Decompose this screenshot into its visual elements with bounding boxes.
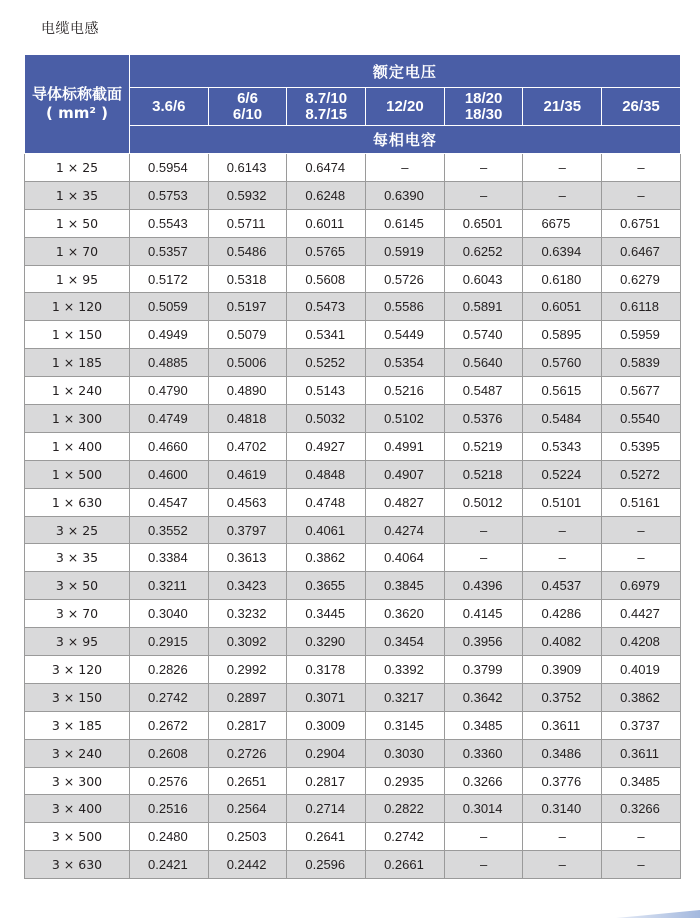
conductor-size-cell: 1 × 50: [25, 209, 130, 237]
capacitance-value-cell: 0.2726: [208, 739, 287, 767]
capacitance-value-cell: 0.5219: [444, 432, 523, 460]
capacitance-value-cell: 0.5395: [602, 432, 681, 460]
conductor-size-cell: 3 × 35: [25, 544, 130, 572]
capacitance-value-cell: 0.5760: [523, 349, 602, 377]
capacitance-value-cell: 0.2742: [366, 823, 445, 851]
capacitance-value-cell: 0.5006: [208, 349, 287, 377]
capacitance-value-cell: 0.5224: [523, 460, 602, 488]
capacitance-value-cell: 0.5357: [130, 237, 209, 265]
capacitance-value-cell: 0.3266: [444, 767, 523, 795]
capacitance-value-cell: –: [444, 544, 523, 572]
corner-decoration: [580, 908, 700, 918]
conductor-size-cell: 1 × 400: [25, 432, 130, 460]
rated-voltage-header: 额定电压: [130, 55, 681, 88]
capacitance-value-cell: 0.6180: [523, 265, 602, 293]
conductor-size-cell: 1 × 120: [25, 293, 130, 321]
capacitance-value-cell: 0.5765: [287, 237, 366, 265]
capacitance-value-cell: 0.3655: [287, 572, 366, 600]
capacitance-value-cell: 0.6501: [444, 209, 523, 237]
capacitance-value-cell: 0.2935: [366, 767, 445, 795]
capacitance-value-cell: 0.2904: [287, 739, 366, 767]
capacitance-value-cell: 0.5486: [208, 237, 287, 265]
capacitance-value-cell: –: [523, 851, 602, 879]
capacitance-value-cell: 0.6979: [602, 572, 681, 600]
conductor-size-cell: 3 × 185: [25, 711, 130, 739]
capacitance-value-cell: 0.4396: [444, 572, 523, 600]
capacitance-value-cell: 0.5895: [523, 321, 602, 349]
capacitance-value-cell: 0.4019: [602, 656, 681, 684]
capacitance-value-cell: 0.2742: [130, 683, 209, 711]
capacitance-value-cell: –: [602, 154, 681, 182]
capacitance-value-cell: 0.5484: [523, 405, 602, 433]
capacitance-value-cell: –: [523, 181, 602, 209]
capacitance-value-cell: 0.3485: [444, 711, 523, 739]
capacitance-value-cell: 0.5891: [444, 293, 523, 321]
capacitance-value-cell: 0.5354: [366, 349, 445, 377]
voltage-column-header: [523, 88, 602, 126]
capacitance-value-cell: 0.3145: [366, 711, 445, 739]
capacitance-value-cell: 0.3266: [602, 795, 681, 823]
capacitance-value-cell: 0.4208: [602, 628, 681, 656]
capacitance-value-cell: 0.5640: [444, 349, 523, 377]
conductor-size-cell: 3 × 500: [25, 823, 130, 851]
table-row: [25, 683, 681, 711]
capacitance-value-cell: 0.3552: [130, 516, 209, 544]
table-row: [25, 237, 681, 265]
capacitance-value-cell: 0.2915: [130, 628, 209, 656]
capacitance-value-cell: –: [602, 823, 681, 851]
capacitance-value-cell: –: [444, 154, 523, 182]
table-row: [25, 209, 681, 237]
table-row: [25, 460, 681, 488]
capacitance-value-cell: 0.4563: [208, 488, 287, 516]
capacitance-value-cell: –: [602, 851, 681, 879]
conductor-size-cell: 3 × 300: [25, 767, 130, 795]
capacitance-value-cell: 0.3611: [523, 711, 602, 739]
capacitance-value-cell: 0.5487: [444, 377, 523, 405]
conductor-size-cell: 3 × 400: [25, 795, 130, 823]
page-title: 电缆电感: [41, 21, 99, 37]
capacitance-value-cell: 0.2817: [287, 767, 366, 795]
capacitance-value-cell: 0.4427: [602, 600, 681, 628]
capacitance-value-cell: 0.4827: [366, 488, 445, 516]
voltage-column-header: [602, 88, 681, 126]
capacitance-value-cell: 0.3232: [208, 600, 287, 628]
capacitance-value-cell: 0.3217: [366, 683, 445, 711]
conductor-size-cell: 3 × 240: [25, 739, 130, 767]
capacitance-value-cell: 0.4907: [366, 460, 445, 488]
conductor-size-cell: 3 × 70: [25, 600, 130, 628]
capacitance-value-cell: 0.6043: [444, 265, 523, 293]
capacitance-value-cell: 0.3040: [130, 600, 209, 628]
conductor-size-cell: 1 × 630: [25, 488, 130, 516]
capacitance-value-cell: 0.5102: [366, 405, 445, 433]
capacitance-value-cell: 0.3140: [523, 795, 602, 823]
capacitance-value-cell: 0.4286: [523, 600, 602, 628]
capacitance-value-cell: 0.3776: [523, 767, 602, 795]
capacitance-value-cell: 0.3014: [444, 795, 523, 823]
capacitance-value-cell: 0.5341: [287, 321, 366, 349]
capacitance-value-cell: 0.3620: [366, 600, 445, 628]
table-row: [25, 405, 681, 433]
capacitance-subheader: 每相电容: [130, 126, 681, 154]
table-row: [25, 851, 681, 879]
conductor-size-cell: 1 × 500: [25, 460, 130, 488]
conductor-size-cell: 3 × 150: [25, 683, 130, 711]
capacitance-value-cell: 0.6118: [602, 293, 681, 321]
capacitance-value-cell: 0.2596: [287, 851, 366, 879]
voltage-column-header: [287, 88, 366, 126]
capacitance-value-cell: 0.3360: [444, 739, 523, 767]
capacitance-value-cell: 0.5615: [523, 377, 602, 405]
capacitance-value-cell: 0.2897: [208, 683, 287, 711]
capacitance-value-cell: 0.3845: [366, 572, 445, 600]
capacitance-value-cell: 0.3797: [208, 516, 287, 544]
table-row: [25, 321, 681, 349]
table-row: [25, 181, 681, 209]
capacitance-value-cell: 0.3290: [287, 628, 366, 656]
capacitance-value-cell: 0.5543: [130, 209, 209, 237]
conductor-size-cell: 3 × 50: [25, 572, 130, 600]
capacitance-value-cell: 0.6390: [366, 181, 445, 209]
capacitance-value-cell: 0.4274: [366, 516, 445, 544]
capacitance-value-cell: 0.6011: [287, 209, 366, 237]
capacitance-value-cell: 0.5318: [208, 265, 287, 293]
table-header: [25, 55, 681, 154]
capacitance-value-cell: 0.3384: [130, 544, 209, 572]
voltage-label: 8.7/10: [305, 89, 348, 107]
capacitance-value-cell: 0.5343: [523, 432, 602, 460]
capacitance-value-cell: 0.2661: [366, 851, 445, 879]
capacitance-value-cell: 0.4818: [208, 405, 287, 433]
table-row: [25, 293, 681, 321]
table-row: [25, 767, 681, 795]
capacitance-value-cell: 0.2672: [130, 711, 209, 739]
capacitance-value-cell: 0.4600: [130, 460, 209, 488]
capacitance-value-cell: 0.5252: [287, 349, 366, 377]
capacitance-value-cell: –: [523, 516, 602, 544]
capacitance-value-cell: 0.3862: [602, 683, 681, 711]
capacitance-value-cell: 0.2421: [130, 851, 209, 879]
capacitance-value-cell: 0.3092: [208, 628, 287, 656]
capacitance-value-cell: 0.3956: [444, 628, 523, 656]
capacitance-value-cell: 0.5954: [130, 154, 209, 182]
capacitance-value-cell: 0.3486: [523, 739, 602, 767]
conductor-size-cell: 1 × 25: [25, 154, 130, 182]
capacitance-value-cell: 0.3454: [366, 628, 445, 656]
capacitance-value-cell: 0.3752: [523, 683, 602, 711]
table-row: [25, 823, 681, 851]
voltage-label: 8.7/15: [305, 105, 348, 123]
capacitance-value-cell: 0.2651: [208, 767, 287, 795]
capacitance-value-cell: 0.4749: [130, 405, 209, 433]
capacitance-value-cell: 0.4145: [444, 600, 523, 628]
capacitance-value-cell: 0.5272: [602, 460, 681, 488]
conductor-size-cell: 3 × 95: [25, 628, 130, 656]
voltage-label: 6/6: [237, 89, 258, 107]
capacitance-value-cell: 0.6145: [366, 209, 445, 237]
row-header-unit: ( mm² ): [46, 104, 108, 122]
capacitance-value-cell: 0.4848: [287, 460, 366, 488]
capacitance-value-cell: 0.3030: [366, 739, 445, 767]
table-row: [25, 544, 681, 572]
capacitance-value-cell: 0.5012: [444, 488, 523, 516]
capacitance-value-cell: 0.3613: [208, 544, 287, 572]
capacitance-value-cell: 0.3009: [287, 711, 366, 739]
table-row: [25, 265, 681, 293]
capacitance-value-cell: 0.3799: [444, 656, 523, 684]
voltage-column-header: [366, 88, 445, 126]
capacitance-value-cell: 0.5540: [602, 405, 681, 433]
capacitance-value-cell: –: [366, 154, 445, 182]
capacitance-value-cell: 0.3178: [287, 656, 366, 684]
capacitance-value-cell: 0.5032: [287, 405, 366, 433]
table-row: [25, 600, 681, 628]
capacitance-value-cell: 0.2826: [130, 656, 209, 684]
capacitance-value-cell: 0.6051: [523, 293, 602, 321]
capacitance-value-cell: 0.2714: [287, 795, 366, 823]
capacitance-value-cell: 0.2817: [208, 711, 287, 739]
table-row: [25, 795, 681, 823]
capacitance-value-cell: 0.4890: [208, 377, 287, 405]
capacitance-value-cell: 0.3737: [602, 711, 681, 739]
capacitance-value-cell: 0.6751: [602, 209, 681, 237]
capacitance-value-cell: –: [444, 516, 523, 544]
capacitance-value-cell: 0.4619: [208, 460, 287, 488]
capacitance-value-cell: 0.6474: [287, 154, 366, 182]
row-header-title: 导体标称截面: [31, 85, 122, 103]
table-row: [25, 488, 681, 516]
capacitance-value-cell: 0.4949: [130, 321, 209, 349]
conductor-size-cell: 1 × 185: [25, 349, 130, 377]
capacitance-value-cell: 0.5172: [130, 265, 209, 293]
capacitance-value-cell: 0.5726: [366, 265, 445, 293]
capacitance-value-cell: 0.6143: [208, 154, 287, 182]
table-row: [25, 377, 681, 405]
capacitance-value-cell: 0.4061: [287, 516, 366, 544]
voltage-label: 21/35: [543, 97, 582, 115]
capacitance-value-cell: 0.5740: [444, 321, 523, 349]
capacitance-value-cell: 0.2516: [130, 795, 209, 823]
capacitance-value-cell: 0.5959: [602, 321, 681, 349]
capacitance-value-cell: 0.2564: [208, 795, 287, 823]
voltage-label: 18/20: [464, 89, 503, 107]
capacitance-value-cell: 0.4790: [130, 377, 209, 405]
conductor-size-cell: 3 × 120: [25, 656, 130, 684]
voltage-label: 6/10: [232, 105, 263, 123]
capacitance-value-cell: –: [602, 516, 681, 544]
capacitance-value-cell: 0.3445: [287, 600, 366, 628]
conductor-size-cell: 1 × 95: [25, 265, 130, 293]
capacitance-value-cell: 0.4702: [208, 432, 287, 460]
capacitance-value-cell: 0.3423: [208, 572, 287, 600]
capacitance-value-cell: –: [523, 154, 602, 182]
voltage-column-header: [208, 88, 287, 126]
table-row: [25, 154, 681, 182]
voltage-label: 18/30: [464, 105, 503, 123]
capacitance-value-cell: –: [444, 181, 523, 209]
conductor-size-cell: 1 × 35: [25, 181, 130, 209]
capacitance-value-cell: –: [523, 823, 602, 851]
capacitance-value-cell: 0.5677: [602, 377, 681, 405]
capacitance-value-cell: –: [444, 823, 523, 851]
capacitance-value-cell: 0.4660: [130, 432, 209, 460]
capacitance-value-cell: 0.5932: [208, 181, 287, 209]
capacitance-value-cell: 0.2992: [208, 656, 287, 684]
table-body: [25, 154, 681, 879]
table-row: [25, 516, 681, 544]
capacitance-value-cell: 0.6248: [287, 181, 366, 209]
capacitance-value-cell: 0.5218: [444, 460, 523, 488]
capacitance-value-cell: 0.4748: [287, 488, 366, 516]
capacitance-value-cell: 0.2608: [130, 739, 209, 767]
table-row: [25, 572, 681, 600]
capacitance-value-cell: 0.5143: [287, 377, 366, 405]
capacitance-value-cell: 0.4082: [523, 628, 602, 656]
capacitance-value-cell: 0.5376: [444, 405, 523, 433]
capacitance-value-cell: 0.6279: [602, 265, 681, 293]
capacitance-value-cell: 0.3909: [523, 656, 602, 684]
voltage-label: 12/20: [386, 97, 424, 115]
table-row: [25, 349, 681, 377]
capacitance-value-cell: –: [602, 544, 681, 572]
capacitance-value-cell: 0.3071: [287, 683, 366, 711]
capacitance-value-cell: 0.6467: [602, 237, 681, 265]
capacitance-value-cell: 0.4885: [130, 349, 209, 377]
capacitance-value-cell: 0.4547: [130, 488, 209, 516]
capacitance-value-cell: 0.4991: [366, 432, 445, 460]
capacitance-value-cell: 0.4537: [523, 572, 602, 600]
capacitance-value-cell: 6675: [523, 209, 602, 237]
capacitance-value-cell: 0.5197: [208, 293, 287, 321]
capacitance-value-cell: 0.2480: [130, 823, 209, 851]
capacitance-value-cell: 0.3862: [287, 544, 366, 572]
capacitance-value-cell: 0.3392: [366, 656, 445, 684]
capacitance-value-cell: 0.6394: [523, 237, 602, 265]
capacitance-value-cell: –: [602, 181, 681, 209]
capacitance-value-cell: 0.3642: [444, 683, 523, 711]
voltage-column-header: [130, 88, 209, 126]
capacitance-value-cell: 0.5161: [602, 488, 681, 516]
table-row: [25, 711, 681, 739]
capacitance-value-cell: 0.2442: [208, 851, 287, 879]
capacitance-value-cell: 0.5079: [208, 321, 287, 349]
conductor-size-cell: 3 × 630: [25, 851, 130, 879]
voltage-label: 26/35: [622, 97, 660, 115]
capacitance-value-cell: 0.2576: [130, 767, 209, 795]
capacitance-value-cell: 0.2503: [208, 823, 287, 851]
voltage-label: 3.6/6: [152, 97, 186, 115]
capacitance-value-cell: –: [444, 851, 523, 879]
capacitance-value-cell: 0.5608: [287, 265, 366, 293]
conductor-size-cell: 1 × 300: [25, 405, 130, 433]
table-row: [25, 656, 681, 684]
capacitance-value-cell: 0.5216: [366, 377, 445, 405]
capacitance-value-cell: 0.5753: [130, 181, 209, 209]
capacitance-value-cell: 0.5449: [366, 321, 445, 349]
capacitance-value-cell: 0.2822: [366, 795, 445, 823]
conductor-size-cell: 3 × 25: [25, 516, 130, 544]
capacitance-value-cell: 0.5101: [523, 488, 602, 516]
conductor-size-cell: 1 × 240: [25, 377, 130, 405]
table-row: [25, 628, 681, 656]
capacitance-value-cell: 0.5919: [366, 237, 445, 265]
capacitance-value-cell: –: [523, 544, 602, 572]
capacitance-value-cell: 0.3611: [602, 739, 681, 767]
conductor-size-cell: 1 × 70: [25, 237, 130, 265]
capacitance-value-cell: 0.3211: [130, 572, 209, 600]
capacitance-value-cell: 0.4927: [287, 432, 366, 460]
capacitance-value-cell: 0.5711: [208, 209, 287, 237]
capacitance-value-cell: 0.3485: [602, 767, 681, 795]
table-row: [25, 739, 681, 767]
capacitance-value-cell: 0.5586: [366, 293, 445, 321]
row-header-cell: [25, 55, 130, 154]
capacitance-value-cell: 0.4064: [366, 544, 445, 572]
capacitance-value-cell: 0.5473: [287, 293, 366, 321]
voltage-column-header: [444, 88, 523, 126]
conductor-size-cell: 1 × 150: [25, 321, 130, 349]
table-row: [25, 432, 681, 460]
capacitance-value-cell: 0.2641: [287, 823, 366, 851]
capacitance-value-cell: 0.5059: [130, 293, 209, 321]
capacitance-value-cell: 0.6252: [444, 237, 523, 265]
capacitance-value-cell: 0.5839: [602, 349, 681, 377]
capacitance-table: [24, 54, 681, 879]
